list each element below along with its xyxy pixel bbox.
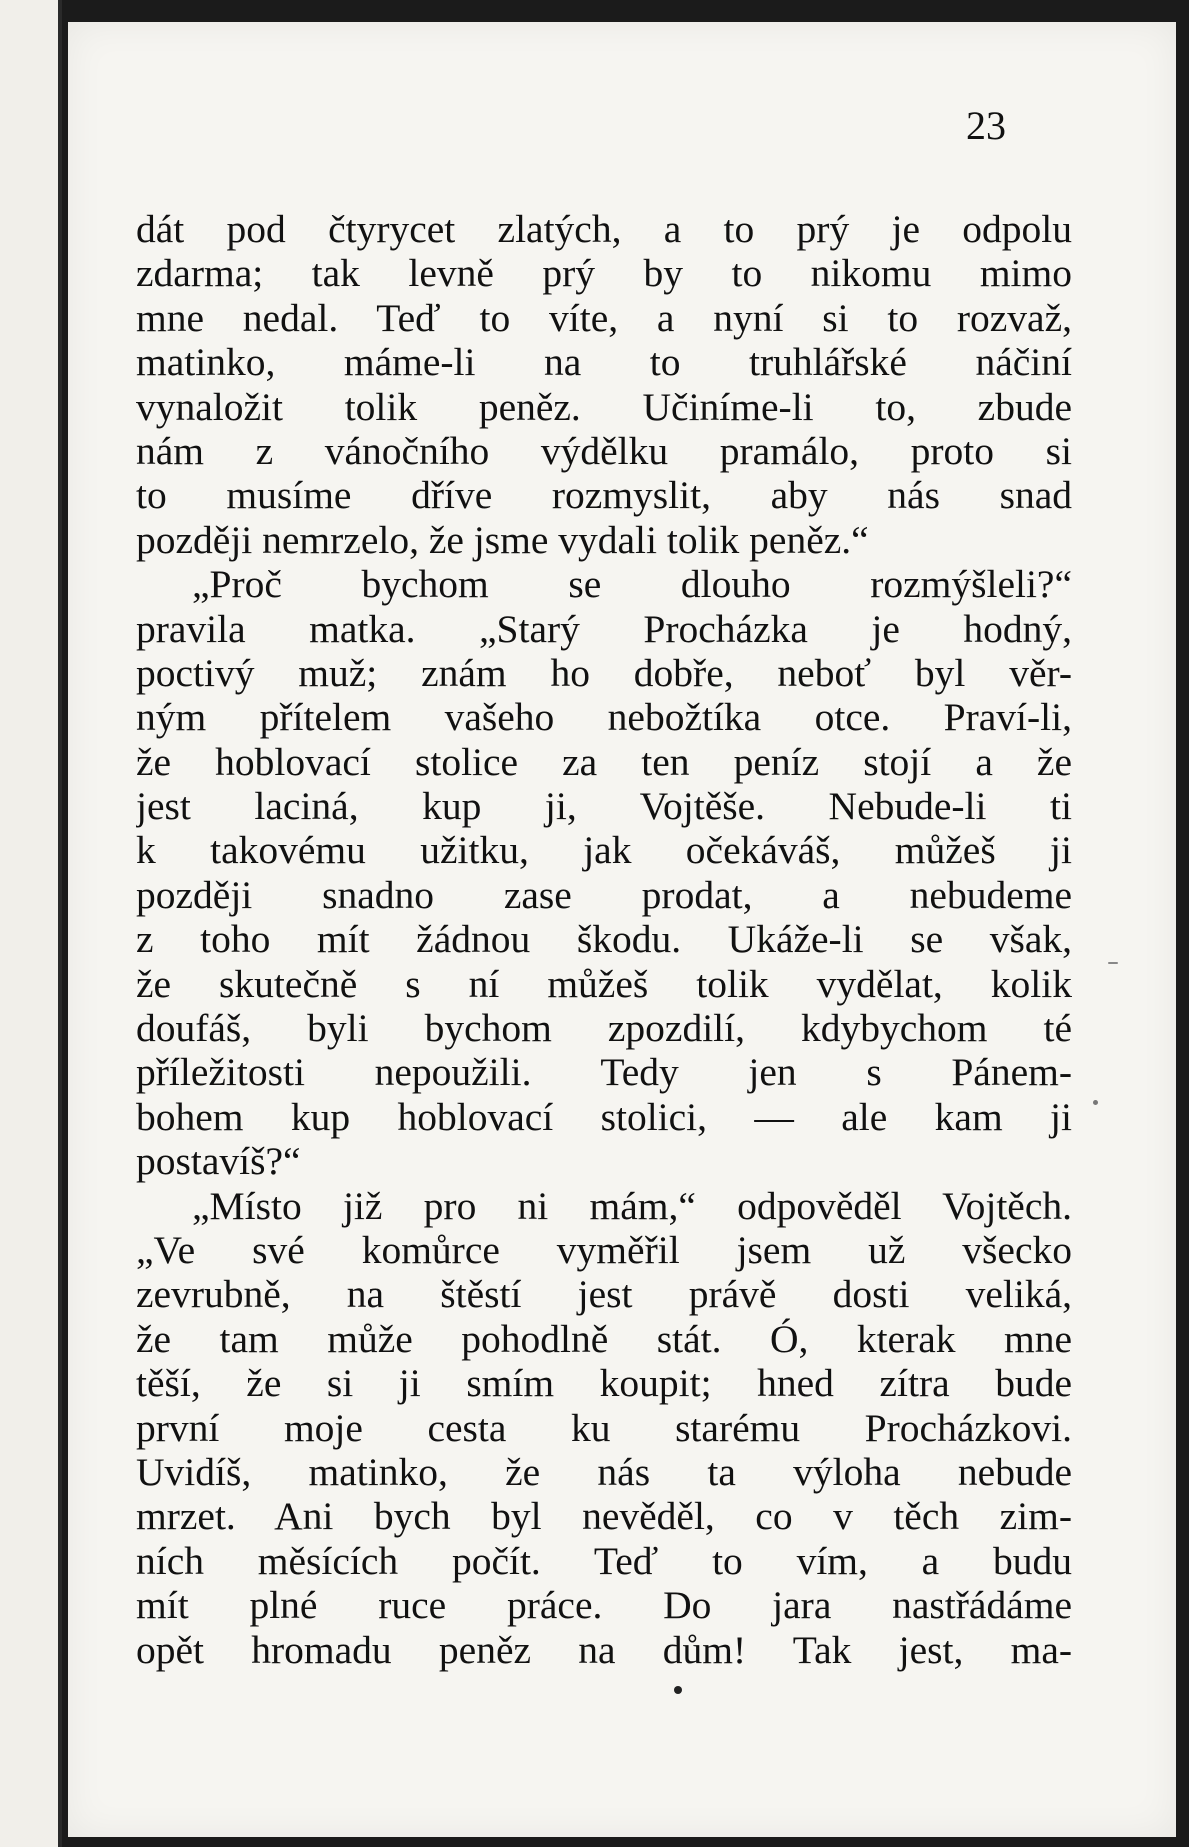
ink-speck xyxy=(674,1686,682,1694)
text-line: „Ve své komůrce vyměřil jsem už všecko xyxy=(136,1227,1072,1272)
text-line: vynaložit tolik peněz. Učiníme-li to, zbude xyxy=(136,384,1072,429)
text-line: mít plné ruce práce. Do jara nastřádáme xyxy=(136,1583,1072,1628)
text-line: „Místo již pro ni mám,“ odpověděl Vojtěch. xyxy=(192,1183,1072,1228)
text-line: později nemrzelo, že jsme vydali tolik peněz.“ xyxy=(136,517,869,562)
ink-speck xyxy=(1093,1100,1098,1105)
text-line: pravila matka. „Starý Procházka je hodný, xyxy=(136,606,1072,651)
text-line: později snadno zase prodat, a nebudeme xyxy=(136,872,1072,917)
text-line: poctivý muž; znám ho dobře, neboť byl věr- xyxy=(136,650,1072,695)
text-line: bohem kup hoblovací stolici, — ale kam ji xyxy=(136,1094,1072,1139)
previous-page-edge xyxy=(0,0,62,1847)
text-line: postavíš?“ xyxy=(136,1139,301,1184)
text-line: příležitosti nepoužili. Tedy jen s Pánem- xyxy=(136,1050,1072,1095)
book-page xyxy=(68,22,1176,1837)
text-line: z toho mít žádnou škodu. Ukáže-li se však, xyxy=(136,917,1072,962)
page-number: 23 xyxy=(966,103,1006,148)
text-line: dát pod čtyrycet zlatých, a to prý je odpolu xyxy=(136,207,1072,251)
text-line: že tam může pohodlně stát. Ó, kterak mne xyxy=(136,1316,1072,1361)
text-line: k takovému užitku, jak očekáváš, můžeš ji xyxy=(136,828,1072,873)
text-line: ních měsících počít. Teď to vím, a budu xyxy=(136,1538,1072,1583)
text-line: Uvidíš, matinko, že nás ta výloha nebude xyxy=(136,1449,1072,1494)
text-line: ným přítelem vašeho nebožtíka otce. Praví-li, xyxy=(136,695,1072,740)
text-line: že skutečně s ní můžeš tolik vydělat, kolik xyxy=(136,961,1072,1006)
text-line: matinko, máme-li na to truhlářské náčiní xyxy=(136,340,1072,385)
text-line: první moje cesta ku starému Procházkovi. xyxy=(136,1405,1072,1450)
ink-speck xyxy=(1108,962,1118,964)
text-line: zevrubně, na štěstí jest právě dosti veliká, xyxy=(136,1272,1072,1317)
text-line: nám z vánočního výdělku pramálo, proto si xyxy=(136,428,1072,473)
text-line: že hoblovací stolice za ten peníz stojí a že xyxy=(136,739,1072,784)
text-line: jest laciná, kup ji, Vojtěše. Nebude-li ti xyxy=(136,784,1072,829)
text-line: opět hromadu peněz na dům! Tak jest, ma- xyxy=(136,1627,1072,1672)
text-line: mne nedal. Teď to víte, a nyní si to rozvaž, xyxy=(136,295,1072,340)
text-line: doufáš, byli bychom zpozdilí, kdybychom té xyxy=(136,1006,1072,1051)
text-line: mrzet. Ani bych byl nevěděl, co v těch zim- xyxy=(136,1494,1072,1539)
page-body-text xyxy=(136,207,1072,1672)
text-line: zdarma; tak levně prý by to nikomu mimo xyxy=(136,251,1072,296)
text-line: těší, že si ji smím koupit; hned zítra bude xyxy=(136,1361,1072,1406)
text-line: „Proč bychom se dlouho rozmýšleli?“ xyxy=(192,562,1072,607)
text-line: to musíme dříve rozmyslit, aby nás snad xyxy=(136,473,1072,518)
